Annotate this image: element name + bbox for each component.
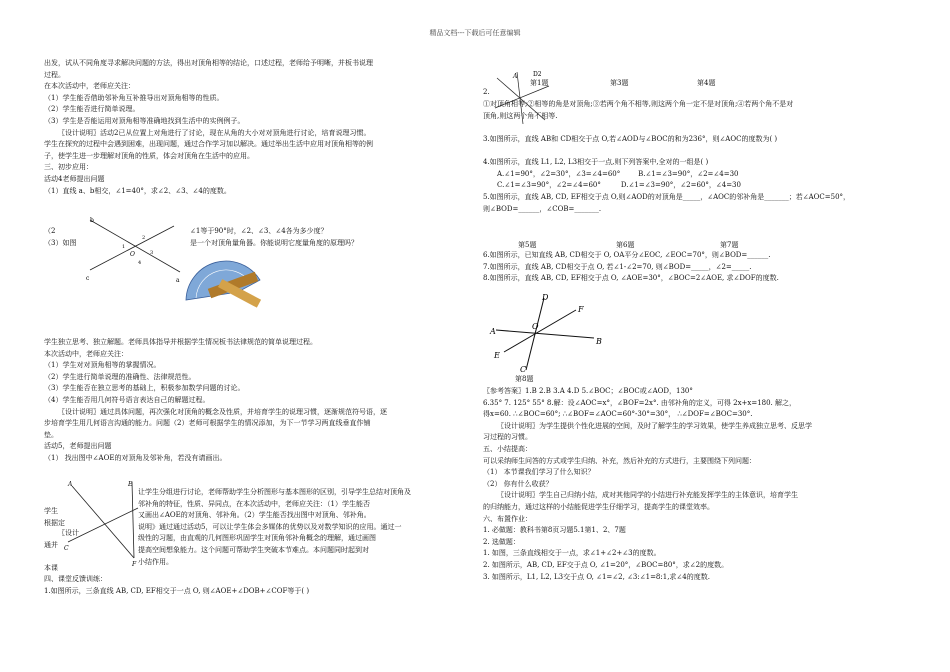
answers-section bbox=[483, 386, 903, 583]
paragraph: （1）学生能否借助邻补角互补推导出对顶角相等的性质。 bbox=[44, 93, 224, 102]
activity-heading: 活动5，老师提出问题 bbox=[44, 442, 112, 451]
paragraph: 子，使学生进一步理解对顶角的性质，体会对顶角在生活中的应用。 bbox=[44, 151, 254, 160]
section-heading: 三、初步应用： bbox=[44, 163, 93, 172]
paragraph: 可以采纳师生问答的方式或学生归纳、补充，然后补充的方式进行，主要围绕下列问题： bbox=[483, 456, 756, 465]
paragraph: 邻补角的特征，性质、异同点，在本次活动中，老师应关注：（1）学生能否 bbox=[138, 499, 370, 508]
fig-label-b: b bbox=[90, 217, 94, 224]
paragraph: 本次活动中，老师应关注： bbox=[44, 349, 128, 358]
paragraph: （4）学生能否用几何符号语言表达自己的解题过程。 bbox=[44, 395, 210, 404]
paragraph: （1）学生对对顶角相等的掌握情况。 bbox=[44, 361, 161, 370]
fig-label-a: a bbox=[176, 277, 180, 284]
fig-caption-7: 第7题 bbox=[720, 241, 739, 249]
svg-text:E: E bbox=[494, 351, 500, 360]
text-fragment: 本课 bbox=[44, 564, 58, 572]
paragraph: （3）学生能否在独立思考的基础上，积极参加数学问题的讨论。 bbox=[44, 384, 245, 393]
activity-5-discussion bbox=[138, 487, 468, 568]
right-question-2-text bbox=[483, 99, 903, 122]
option-d: D.∠1=∠3=90°，∠2=60°，∠4=30 bbox=[620, 181, 741, 190]
fig-caption-6: 第6题 bbox=[616, 241, 635, 249]
paragraph: 〖设计说明〗活动2已从位置上对角进行了讨论，现在从角的大小对对顶角进行讨论，培育说理习惯。 bbox=[58, 128, 371, 137]
paragraph: （2）学生能否进行简单说理。 bbox=[44, 105, 140, 114]
paragraph: 让学生分组进行讨论，老师帮助学生分析图形与基本图形的区别，引导学生总结对顶角及 bbox=[138, 488, 411, 496]
svg-text:O: O bbox=[130, 251, 135, 258]
svg-text:F: F bbox=[132, 561, 137, 568]
paragraph: 垫。 bbox=[44, 430, 58, 439]
paragraph: 〖设计说明〗通过具体问题，再次强化对顶角的概念及性质，并培育学生的说理习惯，逐渐规范符号语，逐 bbox=[58, 407, 387, 416]
section-heading: 五、小结提高： bbox=[483, 444, 532, 453]
question-3: 3.如图所示，直线 AB和 CD相交于点 O,若∠AOD与∠BOC的和为236°，则∠AOC的度数为( ) bbox=[483, 135, 778, 143]
option-a: A.∠1=90°，∠2=30°，∠3=∠4=60° bbox=[497, 169, 621, 178]
paragraph: 在本次活动中，老师应关注： bbox=[44, 82, 135, 91]
fig-caption-3: 第3题 bbox=[610, 79, 629, 87]
figure-activity-5 bbox=[62, 478, 142, 568]
question-6: 6.如图所示，已知直线 AB, CD相交于 O, OA平分∠EOC, ∠EOC=70°，则∠BOD=______. bbox=[483, 251, 771, 259]
paragraph: 学生独立思考、独立解题。老师具体指导并根据学生情况板书法律规范的简单说理过程。 bbox=[44, 338, 317, 346]
left-column bbox=[44, 58, 469, 197]
svg-text:B: B bbox=[596, 337, 602, 346]
paragraph: 出发，试从不同角度寻求解决问题的方法，得出对顶角相等的结论，口述过程，老师给予明晰，并板书说理 bbox=[44, 59, 373, 67]
question-4: 4.如图所示，直线 L1, L2, L3相交于一点,则下列答案中,全对的一组是( ) bbox=[483, 158, 709, 167]
text-fragment: 〖设计 bbox=[58, 529, 79, 537]
paragraph: （2）学生进行简单说理的准确性、法律规范性。 bbox=[44, 372, 196, 381]
activity-heading: 活动4老师提出问题 bbox=[44, 174, 105, 183]
paragraph: 级性的习题，由直观的几何图形巩固学生对顶角邻补角概念的理解，通过画图 bbox=[138, 534, 376, 543]
paragraph: 过程。 bbox=[44, 70, 65, 79]
svg-text:A: A bbox=[490, 327, 496, 336]
question-8: 8.如图所示，直线 AB, CD, EF相交于点 O, ∠AOE=30°，∠BOC=2∠AOE, 求∠DOF的度数. bbox=[483, 274, 779, 283]
answer-line: 〖参考答案〗1.B 2.B 3.A 4.D 5.∠BOC；∠BOC或∠AOD，130° bbox=[483, 387, 693, 395]
right-questions-3-5 bbox=[483, 134, 903, 215]
feedback-section bbox=[44, 574, 469, 597]
design-note: 〖设计说明〗为学生提供个性化进展的空间，及时了解学生的学习效果，使学生养成独立思考、反思学 bbox=[497, 421, 812, 430]
section-heading: 六、布置作业： bbox=[483, 514, 532, 523]
homework-item: 2. 如图所示，AB, CD, EF交于点 O, ∠1=20°，∠BOC=80°，求∠2的度数。 bbox=[483, 560, 729, 569]
svg-text:3: 3 bbox=[150, 250, 154, 256]
answer-line: 得x=60. ∴∠BOC=60°; ∴∠BOF=∠AOC=60°-30°=30°， ∴∠DOF=∠BOC=30°. bbox=[483, 410, 753, 419]
homework-item: 2. 选做题： bbox=[483, 537, 520, 546]
question-2-prefix: （2 bbox=[44, 227, 56, 235]
svg-text:C: C bbox=[520, 365, 527, 374]
svg-text:2: 2 bbox=[142, 235, 146, 241]
svg-text:E: E bbox=[128, 481, 133, 488]
homework-item: 1. 如图，三条直线相交于一点，求∠1+∠2+∠3的度数。 bbox=[483, 549, 661, 558]
figure-intersecting-lines bbox=[84, 212, 184, 282]
svg-text:A: A bbox=[513, 73, 518, 80]
design-note: 〖设计说明〗学生自己归纳小结，成对其他同学的小结进行补充能发挥学生的主体意识，培育学生 bbox=[497, 491, 798, 500]
svg-text:D2: D2 bbox=[533, 71, 542, 78]
question-3-prefix: （3）如图 bbox=[44, 239, 77, 247]
design-note: 的归纳能力，通过这样的小结能促进学生仔细学习，提高学生的课堂效率。 bbox=[483, 502, 714, 511]
answer-line: 6.35° 7. 125° 55° 8.解：设∠AOC=x°，∠BOF=2x°. 由邻补角的定义，可得 2x+x=180. 解之， bbox=[483, 398, 797, 407]
svg-text:D: D bbox=[542, 293, 549, 302]
fig-caption-5: 第5题 bbox=[518, 241, 537, 249]
text-fragment: 学生 bbox=[44, 507, 58, 515]
paragraph: （1） 本节课我们学习了什么知识？ bbox=[483, 468, 595, 477]
text-fragment: 通并 bbox=[44, 541, 58, 549]
section-heading: 四、课堂反馈训练： bbox=[44, 575, 107, 583]
option-c: C.∠1=∠3=90°，∠2=∠4=60° bbox=[497, 181, 601, 190]
fig-label-c: c bbox=[86, 275, 90, 282]
svg-text:4: 4 bbox=[138, 260, 142, 266]
right-questions-6-8 bbox=[483, 250, 903, 285]
svg-text:O: O bbox=[532, 322, 539, 331]
paragraph: 学生在探究的过程中会遇到困难，出现问题，通过合作学习加以解决。通过举出生活中应用对顶角相等的例 bbox=[44, 140, 373, 149]
question-2-number: 2. bbox=[483, 88, 490, 96]
paragraph: （1） 找出图中∠AOE的对顶角及邻补角，若没有请画出。 bbox=[44, 453, 227, 462]
paragraph: ①对顶角相等;②相等的角是对顶角;③若两个角不相等,则这两个角一定不是对顶角;④若两个角不是对 bbox=[483, 100, 794, 108]
svg-text:C: C bbox=[64, 545, 69, 552]
protractor-image bbox=[178, 250, 268, 310]
figure-8 bbox=[490, 292, 610, 372]
paragraph: （2） 你有什么收获？ bbox=[483, 479, 553, 488]
homework-item: 3. 如图所示，L1, L2, L3交于点 O, ∠1=∠2, ∠3:∠1=8:1,求∠4的度数. bbox=[483, 572, 710, 581]
question-3-text: 是一个对顶角量角器。你能说明它度量角度的原理吗？ bbox=[190, 239, 358, 247]
paragraph: 提高空间想象能力。这个问题可帮助学生突破本节难点。本问题同时起到对 bbox=[138, 545, 369, 554]
paragraph: 顶角,则这两个角不相等. bbox=[483, 111, 558, 120]
fig-caption-8: 第8题 bbox=[515, 375, 534, 383]
left-column-lower bbox=[44, 337, 469, 465]
question-7: 7.如图所示，直线 AB, CD相交于点 O, 若∠1-∠2=70, 则∠BOD=_____，∠2=_____. bbox=[483, 262, 752, 271]
fig-caption-4: 第4题 bbox=[697, 79, 716, 87]
paragraph: 小结作用。 bbox=[138, 557, 173, 566]
question-2-text: ∠1等于90°时，∠2、∠3、∠4各为多少度？ bbox=[190, 227, 328, 235]
question-1: 1.如图所示，三条直线 AB, CD, EF相交于一点 O, 则∠AOE+∠DOB+∠COF等于( ) bbox=[44, 586, 310, 595]
fig-caption-1: 第1题 bbox=[530, 79, 549, 87]
option-b: B.∠1=∠3=90°，∠2=∠4=30 bbox=[638, 169, 739, 178]
question-5-cont: 则∠BOD=______，∠COB=_______. bbox=[483, 204, 602, 213]
question-5: 5.如图所示，直线 AB, CD, EF相交于点 O,则∠AOD的对顶角是_____，∠AOC的邻补角是_______；若∠AOC=50°， bbox=[483, 192, 851, 201]
paragraph: 步培育学生用几何语言沟通的能力。问题（2）老师可根据学生的情况添加，为下一节学习两直线垂直作铺 bbox=[44, 419, 371, 428]
paragraph: （1）直线 a、b相交，∠1=40°，求∠2、∠3、∠4的度数。 bbox=[44, 186, 231, 195]
svg-text:A: A bbox=[68, 481, 73, 488]
text-fragment: 根据定 bbox=[44, 519, 65, 527]
paragraph: 说明》通过通过活动5，可以让学生体会多媒体的优势以及对数学知识的应用。通过一 bbox=[138, 522, 402, 531]
svg-text:F: F bbox=[578, 305, 584, 314]
design-note: 习过程的习惯。 bbox=[483, 433, 532, 442]
homework-item: 1. 必做题：教科书第8页习题5.1第1、2、7题 bbox=[483, 526, 626, 535]
svg-text:1: 1 bbox=[122, 244, 126, 250]
paragraph: （3）学生是否能运用对顶角相等准确地找到生活中的实例例子。 bbox=[44, 116, 245, 125]
paragraph: 又画出∠AOE的对顶角、邻补角。（2）学生能否找出图中对顶角、邻补角。 bbox=[138, 511, 371, 520]
page-header: 精品文档---下载后可任意编辑 bbox=[429, 29, 521, 37]
